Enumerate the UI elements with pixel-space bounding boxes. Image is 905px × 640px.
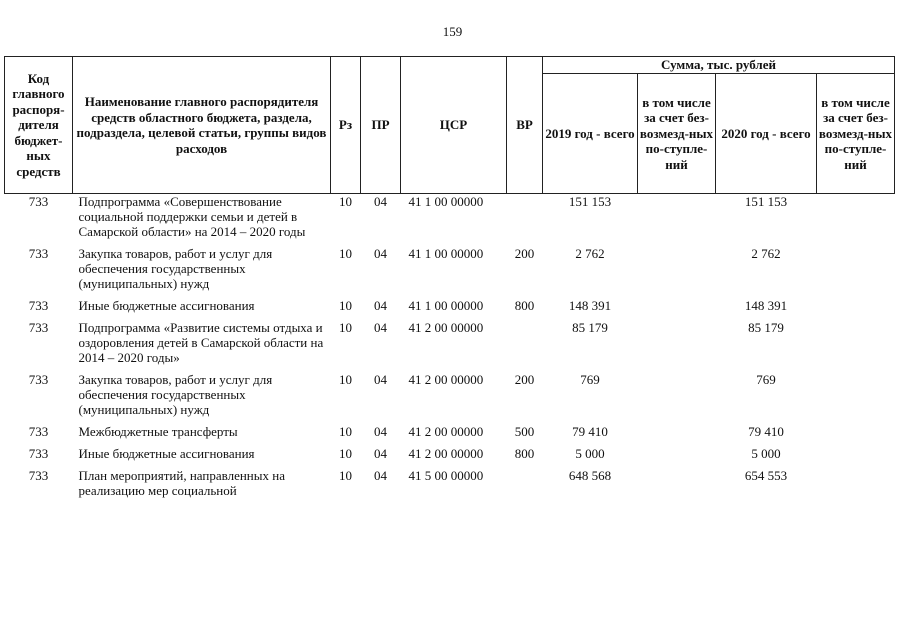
table-row xyxy=(5,372,895,424)
row-2019-total: 79 410 xyxy=(572,424,608,439)
row-pr: 04 xyxy=(374,320,387,335)
row-2020-total: 2 762 xyxy=(751,246,781,261)
row-name: Закупка товаров, работ и услуг для обеспечения государственных (муниципальных) нужд xyxy=(78,372,273,417)
row-vr xyxy=(507,468,543,505)
row-code: 733 xyxy=(28,424,49,439)
row-2019-free xyxy=(638,446,716,468)
row-vr xyxy=(507,194,543,247)
table-row xyxy=(5,424,895,446)
row-name: Иные бюджетные ассигнования xyxy=(78,446,255,461)
row-csr: 41 2 00 00000 xyxy=(408,372,484,387)
row-rz: 10 xyxy=(339,194,352,209)
row-code: 733 xyxy=(28,446,49,461)
row-2020-total: 148 391 xyxy=(744,298,788,313)
header-2019-free: в том числе за счет без-возмезд-ных по-ступле-ний xyxy=(638,74,716,194)
header-2020-total: 2020 год - всего xyxy=(716,74,817,194)
row-vr: 500 xyxy=(514,424,535,439)
row-csr: 41 2 00 00000 xyxy=(408,320,484,335)
row-pr: 04 xyxy=(374,246,387,261)
table-row xyxy=(5,468,895,505)
row-csr: 41 2 00 00000 xyxy=(408,424,484,439)
table-row xyxy=(5,246,895,298)
row-pr: 04 xyxy=(374,446,387,461)
row-2019-free xyxy=(638,320,716,372)
table-row xyxy=(5,298,895,320)
header-vr: ВР xyxy=(507,57,543,194)
row-code: 733 xyxy=(28,194,49,209)
row-2019-total: 5 000 xyxy=(575,446,605,461)
row-code: 733 xyxy=(28,320,49,335)
row-2020-total: 5 000 xyxy=(751,446,781,461)
row-code: 733 xyxy=(28,298,49,313)
row-rz: 10 xyxy=(339,298,352,313)
row-2020-free xyxy=(817,446,895,468)
header-pr: ПР xyxy=(361,57,401,194)
row-rz: 10 xyxy=(339,246,352,261)
row-2019-free xyxy=(638,246,716,298)
table-body xyxy=(5,194,895,506)
row-2019-free xyxy=(638,468,716,505)
row-name: Закупка товаров, работ и услуг для обеспечения государственных (муниципальных) нужд xyxy=(78,246,273,291)
row-2020-total: 769 xyxy=(756,372,776,387)
row-pr: 04 xyxy=(374,194,387,209)
row-2019-total: 648 568 xyxy=(568,468,612,483)
header-sum-group: Сумма, тыс. рублей xyxy=(543,57,895,74)
row-rz: 10 xyxy=(339,372,352,387)
header-name: Наименование главного распорядителя средств областного бюджета, раздела, подраздела, целевой статьи, группы видов расходов xyxy=(73,57,331,194)
table-header xyxy=(5,57,895,194)
row-2020-free xyxy=(817,468,895,505)
row-pr: 04 xyxy=(374,424,387,439)
row-rz: 10 xyxy=(339,320,352,335)
row-csr: 41 1 00 00000 xyxy=(408,298,484,313)
row-code: 733 xyxy=(28,246,49,261)
row-2019-total: 151 153 xyxy=(568,194,612,209)
row-2019-total: 85 179 xyxy=(572,320,608,335)
row-vr: 200 xyxy=(514,372,535,387)
row-vr: 200 xyxy=(514,246,535,261)
row-2020-total: 151 153 xyxy=(744,194,788,209)
header-code: Код главного распоря-дителя бюджет-ных средств xyxy=(5,57,73,194)
row-2020-total: 85 179 xyxy=(748,320,784,335)
row-vr xyxy=(507,320,543,372)
page-number: 159 xyxy=(442,24,463,39)
row-rz: 10 xyxy=(339,424,352,439)
header-2019-total: 2019 год - всего xyxy=(543,74,638,194)
row-code: 733 xyxy=(28,468,49,483)
row-2020-free xyxy=(817,424,895,446)
row-2020-free xyxy=(817,372,895,424)
budget-table xyxy=(4,56,895,505)
table-row xyxy=(5,320,895,372)
row-2020-free xyxy=(817,320,895,372)
row-vr: 800 xyxy=(514,446,535,461)
row-csr: 41 5 00 00000 xyxy=(408,468,484,483)
row-name: Иные бюджетные ассигнования xyxy=(78,298,255,313)
row-2020-total: 654 553 xyxy=(744,468,788,483)
row-2019-free xyxy=(638,372,716,424)
header-csr: ЦСР xyxy=(401,57,507,194)
row-2020-free xyxy=(817,246,895,298)
row-vr: 800 xyxy=(514,298,535,313)
row-pr: 04 xyxy=(374,298,387,313)
row-pr: 04 xyxy=(374,372,387,387)
row-csr: 41 1 00 00000 xyxy=(408,194,484,209)
row-rz: 10 xyxy=(339,446,352,461)
row-name: План мероприятий, направленных на реализацию мер социальной xyxy=(78,468,285,498)
row-csr: 41 2 00 00000 xyxy=(408,446,484,461)
row-2020-total: 79 410 xyxy=(748,424,784,439)
header-rz: Рз xyxy=(331,57,361,194)
table-row xyxy=(5,194,895,247)
row-name: Подпрограмма «Совершенствование социальной поддержки семьи и детей в Самарской области» на 2014 – 2020 годы xyxy=(78,194,306,239)
row-rz: 10 xyxy=(339,468,352,483)
row-pr: 04 xyxy=(374,468,387,483)
row-csr: 41 1 00 00000 xyxy=(408,246,484,261)
row-2019-free xyxy=(638,298,716,320)
row-2019-free xyxy=(638,194,716,247)
row-2019-total: 2 762 xyxy=(575,246,605,261)
row-name: Межбюджетные трансферты xyxy=(78,424,238,439)
row-2019-total: 148 391 xyxy=(568,298,612,313)
header-2020-free: в том числе за счет без-возмезд-ных по-ступле-ний xyxy=(817,74,895,194)
row-2020-free xyxy=(817,298,895,320)
row-name: Подпрограмма «Развитие системы отдыха и оздоровления детей в Самарской области на 2014 – 2020 годы» xyxy=(78,320,324,365)
table-row xyxy=(5,446,895,468)
row-2019-total: 769 xyxy=(580,372,600,387)
row-2020-free xyxy=(817,194,895,247)
row-code: 733 xyxy=(28,372,49,387)
row-2019-free xyxy=(638,424,716,446)
